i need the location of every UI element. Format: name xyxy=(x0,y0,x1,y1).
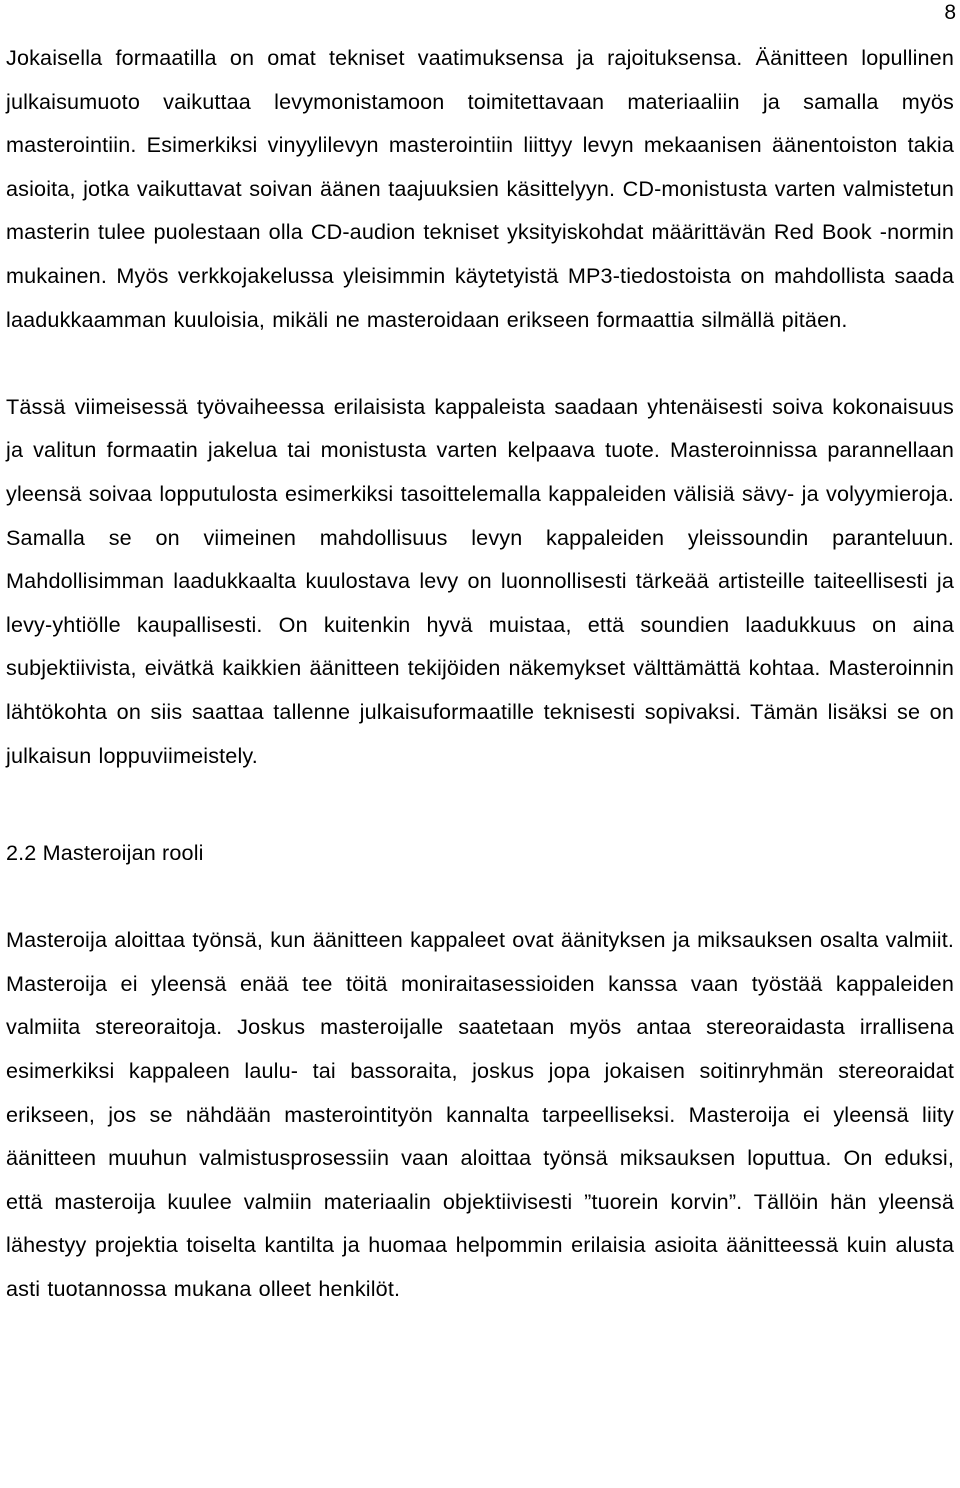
page-number: 8 xyxy=(944,1,956,24)
document-body xyxy=(6,36,954,1311)
section-heading: 2.2 Masteroijan rooli xyxy=(6,840,204,866)
paragraph-formats: Jokaisella formaatilla on omat tekniset vaatimuksensa ja rajoituksensa. Äänitteen lopullinen julkaisumuoto vaikuttaa levymonistamoon toimitettavaan materiaaliin ja samalla myös masterointiin. Esimerkiksi vinyylilevyn masterointiin liittyy levyn mekaanisen äänentoiston takia asioita, jotka vaikuttavat soivan äänen taajuuksien käsittelyyn. CD-monistusta varten valmistetun masterin tulee puolestaan olla CD-audion tekniset yksityiskohdat määrittävän Red Book -normin mukainen. Myös verkkojakelussa yleisimmin käytetyistä MP3-tiedostoista on mahdollista saada laadukkaamman kuuloisia, mikäli ne masteroidaan erikseen formaattia silmällä pitäen. xyxy=(6,45,954,332)
paragraph-final-stage: Tässä viimeisessä työvaiheessa erilaisista kappaleista saadaan yhtenäisesti soiva kokonaisuus ja valitun formaatin jakelua tai monistusta varten kelpaava tuote. Masteroinnissa parannellaan yleensä soivaa lopputulosta esimerkiksi tasoittelemalla kappaleiden välisiä sävy- ja volyymieroja. Samalla se on viimeinen mahdollisuus levyn kappaleiden yleissoundin paranteluun. Mahdollisimman laadukkaalta kuulostava levy on luonnollisesti tärkeää artisteille taiteellisesti ja levy-yhtiölle kaupallisesti. On kuitenkin hyvä muistaa, että soundien laadukkuus on aina subjektiivista, eivätkä kaikkien äänitteen tekijöiden näkemykset välttämättä kohtaa. Masteroinnin lähtökohta on siis saattaa tallenne julkaisuformaatille teknisesti sopivaksi. Tämän lisäksi se on julkaisun loppuviimeistely. xyxy=(6,393,954,768)
paragraph-mastering-role: Masteroija aloittaa työnsä, kun äänitteen kappaleet ovat äänityksen ja miksauksen osalta valmiit. Masteroija ei yleensä enää tee töitä moniraitasessioiden kanssa vaan työstää kappaleiden valmiita stereoraitoja. Joskus masteroijalle saatetaan myös antaa stereoraidasta irrallisena esimerkiksi kappaleen laulu- tai bassoraita, joskus jopa jokaisen soitinryhmän stereoraidat erikseen, jos se nähdään masterointityön kannalta tarpeelliseksi. Masteroija ei yleensä liity äänitteen muuhun valmistusprosessiin vaan aloittaa työnsä miksauksen loputtua. On eduksi, että masteroija kuulee valmiin materiaalin objektiivisesti ”tuorein korvin”. Tällöin hän yleensä lähestyy projektia toiselta kantilta ja huomaa helpommin erilaisia asioita äänitteessä kuin alusta asti tuotannossa mukana olleet henkilöt. xyxy=(6,927,954,1302)
